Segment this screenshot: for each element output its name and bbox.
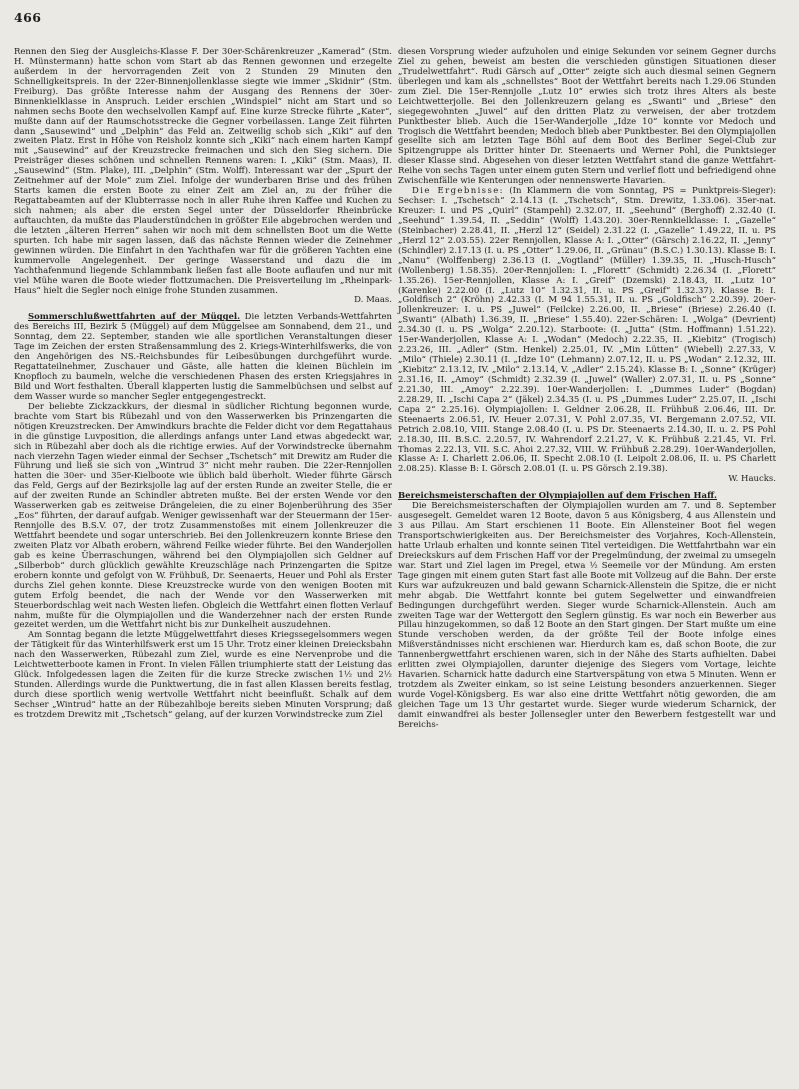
results-label: Die Ergebnisse: [412,186,504,197]
page-number: 466 [14,10,42,25]
article-continuation-paragraph: Rennen den Sieg der Ausgleichs-Klasse F. Der 30er-Schärenkreuzer „Kamerad“ (Stm. H. Münstermann) hatte schon vom Start ab das Rennen gewonnen und erzegelte außerdem in der hervorragenden Zeit von 2 Stunden 29 Minuten den Schnelligkeitspreis. In der 22er-Binnenjollenklasse siegte wie immer „Skidnir“ (Stm. Freiburg). Das größte Interesse nahm der Ausgang des Rennens der 30er-Binnenkielklasse in Anspruch. Leider erschien „Windspiel“ nicht am Start und so nahmen sechs Boote den wechselvollen Kampf auf. Eine kurze Strecke führte „Kater“, mußte dann auf der Raumschotsstrecke die Gegner vorbeilassen. Lange Zeit führten dann „Sausewind“ und „Delphin“ das Feld an. Zeitweilig schob sich „Kiki“ auf den zweiten Platz. Erst in Höhe von Reisholz konnte sich „Kiki“ nach einem harten Kampf mit „Sausewind“ auf der Kreuzstrecke freimachen und sich den Sieg sichern. Die Preisträger dieses schönen und schnellen Rennens waren: I. „Kiki“ (Stm. Maas), II. „Sausewind“ (Stm. Plake), III. „Delphin“ (Stm. Wolff). Interessant war der „Spurt der Zeitnehmer auf der Mole“ zum Ziel. Infolge der wunderbaren Brise und des frühen Starts kamen die ersten Boote zu einer Zeit am Ziel an, zu der früher die Regattabeamten auf der Klubterrasse noch in aller Ruhe ihren Kaffee und Kuchen zu sich nahmen; als aber die ersten Segel unter der Düsseldorfer Rheinbrücke auftauchten, da mußte das Plauderstündchen in größter Eile abgebrochen werden und die letzten „älteren Herren“ sahen wir noch mit dem schnellsten Boot um die Wette spurten. Ich habe mir sagen lassen, daß das nächste Rennen wieder die Zeinehmer gewinnen würden. Die Einfahrt in den Yachthafen war für die größeren Yachten eine kummervolle Angelegenheit. Der geringe Wasserstand und dazu die im Yachthafenmund liegende Schlammbank ließen fast alle Boote auflaufen und nur mit viel Mühe waren die Boote wieder flottzumachen. Die Preisverteilung im „Rheinpark-Haus“ hielt die Segler noch einige frohe Stunden zusammen. [14,47,392,296]
mueggel-continuation-paragraph: diesen Vorsprung wieder aufzuholen und einige Sekunden vor seinem Gegner durchs Ziel zu gehen, beweist am besten die verschieden günstigen Situationen dieser „Trudelwettfahrt“. Rudi Gärsch auf „Otter“ zeigte sich auch diesmal seinen Gegnern überlegen und kam als „schnellstes“ Boot der Wettfahrt bereits nach 1.29.06 Stunden zum Ziel. Die 15er-Rennjolle „Lutz 10“ erwies sich trotz ihres Alters als beste Leichtwetterjolle. Bei den Jollenkreuzern gelang es „Swanti“ und „Briese“ den siegegewohnten „Juwel“ auf den dritten Platz zu verweisen, der aber trotzdem Punktbester blieb. Auch die 15er-Wanderjolle „Idze 10“ konnte vor Medoch und Trogisch die Wettfahrt beenden; Medoch blieb aber Punktbester. Bei den Olympiajollen gesellte sich am letzten Tage Böhl auf dem Boot des Berliner Segel-Club zur Spitzengruppe als Dritter hinter Dr. Steenaerts und Werner Pohl, die Punktsieger dieser Klasse sind. Abgesehen von dieser letzten Wettfahrt stand die ganze Wettfahrt-Reihe von sechs Tagen unter einem guten Stern und verlief flott und befriedigend ohne Zwischenfälle wie Kenterungen oder nennenswerte Havarien. [398,47,776,187]
results-text: (In Klammern die vom Sonntag, PS = Punktpreis-Sieger): Sechser: I. „Tschetsch“ 2.14.13 (I. „Tschetsch“, Stm. Drewitz, 1.33.06). 35er-nat. Kreuzer: I. und PS „Quirl“ (Stampehl) 2.32.07, II. „Seehund“ (Berghoff) 2.32.40 (I. „Seehund“ 1.39.54, II. „Seddin“ (Wolff) 1.43.20). 30er-Rennkielklasse: I. „Gazelle“ (Steinbacher) 2.28.41, II. „Herzl 12“ (Seidel) 2.31.22 (I. „Gazelle“ 1.49.22, II. u. PS „Herzl 12“ 2.03.55). 22er Rennjollen, Klasse A: I. „Otter“ (Gärsch) 2.16.22, II. „Jenny“ (Schindler) 2.17.13 (I. u. PS „Otter“ 1.29.06, II. „Grünau“ (B.S.C.) 1.30.13). Klasse B: I. „Nanu“ (Wolffenberg) 2.36.13 (I. „Vogtland“ (Müller) 1.39.35, II. „Husch-Husch“ (Wollenberg) 1.58.35). 20er-Rennjollen: I. „Florett“ (Schmidt) 2.26.34 (I. „Florett“ 1.35.26). 15er-Rennjollen, Klasse A: I. „Greif“ (Dzemski) 2.18.43, II. „Lutz 10“ (Karenke) 2.22.00 (I. „Lutz 10“ 1.32.31, II. u. PS „Greif“ 1.32.37). Klasse B: I. „Goldfisch 2“ (Kröhn) 2.42.33 (I. M 94 1.55.31, II. u. PS „Goldfisch“ 2.20.39). 20er-Jollenkreuzer: I. u. PS „Juwel“ (Feilcke) 2.26.00, II. „Briese“ (Briese) 2.26.40 (I. „Swanti“ (Albath) 1.36.39, II. „Briese“ 1.55.40). 22er-Schären: I. „Wolga“ (Devrient) 2.34.30 (I. u. PS „Wolga“ 2.20.12). Starboote: (I. „Jutta“ (Stm. Hoffmann) 1.51.22). 15er-Wanderjollen, Klasse A: I. „Wodan“ (Medoch) 2.22.35, II. „Kiebitz“ (Trogisch) 2.23.26, III. „Adler“ (Stm. Henkel) 2.25.01, IV. „Min Lütten“ (Wiebell) 2.27.33, V. „Milo“ (Thiele) 2.30.11 (I. „Idze 10“ (Lehmann) 2.07.12, II. u. PS „Wodan“ 2.12.32, III. „Kiebitz“ 2.13.12, IV. „Milo“ 2.13.14, V. „Adler“ 2.15.24). Klasse B: I. „Sonne“ (Krüger) 2.31.16, II. „Amoy“ (Schmidt) 2.32.39 (I. „Juwel“ (Waller) 2.07.31, II. u. PS „Sonne“ 2.21.30, III. „Amoy“ 2.22.39). 10er-Wanderjollen: I. „Dummes Luder“ (Bogdan) 2.28.29, II. „Ischi Capa 2“ (Jäkel) 2.34.35 (I. u. PS „Dummes Luder“ 2.25.07, II. „Ischi Capa 2“ 2.25.16). Olympiajollen: I. Geldner 2.06.28, II. Frühbuß 2.06.46, III. Dr. Steenaerts 2.06.51, IV. Heuer 2.07.31, V. Pohl 2.07.35, VI. Bergemann 2.07.52, VII. Petrich 2.08.10, VIII. Stange 2.08.40 (I. u. PS Dr. Steenaerts 2.14.30, II. u. 2. PS Pohl 2.18.30, III. B.S.C. 2.20.57, IV. Wahrendorf 2.21.27, V. K. Frühbuß 2.21.45, VI. Frl. Thomas 2.22.13, VII. S.C. Ahoi 2.27.32, VIII. W. Frühbuß 2.28.29). 10er-Wanderjollen, Klasse A: I. Charlett 2.06.06, II. Specht 2.08.10 (I. Leipolt 2.08.06, II. u. PS Charlett 2.08.25). Klasse B: I. Görsch 2.08.01 (I. u. PS Görsch 2.19.38). [398,186,777,475]
olympia-article-paragraph: Die Bereichsmeisterschaften der Olympiajollen wurden am 7. und 8. September ausgesegelt. Gemeldet waren 12 Boote, davon 5 aus Königsberg, 4 aus Allenstein und 3 aus Pillau. Am Start erschienen 11 Boote. Ein Allensteiner Boot fiel wegen Transportschwierigkeiten aus. Der Bereichsmeister des Vorjahres, Koch-Allenstein, hatte Urlaub erhalten und konnte seinen Titel verteidigen. Die Wettfahrtbahn war ein Dreieckskurs auf dem Frischen Haff vor der Pregelmündung, der zweimal zu umsegeln war. Start und Ziel lagen im Pregel, etwa ½ Seemeile vor der Mündung. Am ersten Tage gingen mit einem guten Start fast alle Boote mit Vollzeug auf die Bahn. Der erste Kurs war aufzukreuzen und bald gewann Scharnick-Allenstein die Spitze, die er nicht mehr abgab. Die Wettfahrt konnte bei gutem Segelwetter und einwandfreien Bedingungen durchgeführt werden. Sieger wurde Scharnick-Allenstein. Auch am zweiten Tage war der Wettergott den Seglern günstig. Es war noch ein Bewerber aus Pillau hinzugekommen, so daß 12 Boote an den Start gingen. Der Start mußte um eine Stunde verschoben werden, da der größte Teil der Boote infolge eines Mißverständnisses nicht erschienen war. Hierdurch kam es, daß schon Boote, die zur Tannenbergwettfahrt erschienen waren, sich in der Nähe des Starts aufhielten. Dabei erlitten zwei Olympiajollen, darunter diejenige des Siegers vom Vortage, leichte Havarien. Scharnick hatte dadurch eine Startverspätung von etwa 5 Minuten. Wenn er trotzdem als Zweiter einkam, so ist seine Leistung besonders anzuerkennen. Sieger wurde Vogel-Königsberg. Es war also eine dritte Wettfahrt nötig geworden, die am gleichen Tage um 13 Uhr gestartet wurde. Sieger wurde wiederum Scharnick, der damit einwandfrei als bester Jollensegler unter den Bewerbern festgestellt war und Bereichs- [398,501,776,730]
author-signature: D. Maas. [354,295,392,306]
olympia-article-heading: Bereichsmeisterschaften der Olympiajollen auf dem Frischen Haff. [398,491,718,502]
left-column [14,48,392,721]
mueggel-race-paragraph: Der beliebte Zickzackkurs, der diesmal in südlicher Richtung begonnen wurde, brachte vom Start bis Rübezahl und von den Wasserwerken bis Prinzengarten die nötigen Kreuzstrecken. Der Amwindkurs brachte die Felder dicht vor dem Regattahaus in die günstige Luvposition, die allerdings anfangs unter Land etwas abgedeckt war, sich in Rübezahl aber doch als die richtige erwies. Auf der Vorwindstrecke übernahm nach vierzehn Tagen wieder einmal der Sechser „Tschetsch“ mit Drewitz am Ruder die Führung und ließ sie sich von „Wintrud 3“ nicht mehr rauben. Die 22er-Rennjollen hatten die 30er- und 35er-Kielboote wie üblich bald überholt. Wieder führte Gärsch das Feld, Gergs auf der Bezirksjolle lag auf der ersten Runde an zweiter Stelle, die er auf der zweiten Runde an Schindler abtreten mußte. Bei der ersten Wende vor den Wasserwerken gab es zeitweise Drängeleien, die zu einer Bojenberührung des 35er „Eos“ führten, der darauf aufgab. Weniger gewissenhaft war der Steuermann der 15er-Rennjolle des B.S.V. 07, der trotz Zusammenstoßes mit einem Jollenkreuzer die Wettfahrt beendete und sogar unterschrieb. Bei den Jollenkreuzern konnte Briese den zweiten Platz vor Albath erobern, während Feilke wieder führte. Bei den Wanderjollen gab es keine Überraschungen, während bei den Olympiajollen sich Geldner auf „Silberbob“ durch glücklich gewählte Kreuzschläge nach Prinzengarten die Spitze erobern konnte und gefolgt von W. Frühbuß, Dr. Seenaerts, Heuer und Pohl als Erster durchs Ziel gehen konnte. Diese Kreuzstrecke wurde von den wenigen Booten mit gutem Erfolg beendet, die nach der Wende vor den Wasserwerken mit Steuerbordschlag weit nach Westen liefen. Obgleich die Wettfahrt einen flotten Verlauf nahm, mußte für die Olympiajollen und die Wanderzehner nach der ersten Runde gezeitet werden, um die Wettfahrt nicht bis zur Dunkelheit auszudehnen. [14,401,392,631]
mueggel-article-heading: Sommerschlußwettfahrten auf der Müggel. [28,312,241,323]
mueggel-article-intro: Die letzten Verbands-Wettfahrten des Bereichs III, Bezirk 5 (Müggel) auf dem Müggelsee am Sonnabend, dem 21., und Sonntag, dem 22. September, standen wie alle sportlichen Veranstaltungen dieser Tage im Zeichen der ersten Straßensammlung des 2. Kriegs-Winterhilfswerks, die von den Angehörigen des NS.-Reichsbundes für Leibesübungen durchgeführt wurde. Regattateilnehmer, Zuschauer und Gäste, alle hatten die kleinen Büchlein im Knopfloch zu baumeln, welche die verschiedenen Phasen des ersten Kriegsjahres in Bild und Wort festhalten. Überall klapperten lustig die Sammelbüchsen und selbst auf dem Wasser wurde so mancher Segler entgegengestreckt. [14,312,393,402]
results-paragraph [398,187,776,475]
mueggel-sunday-paragraph: Am Sonntag begann die letzte Müggelwettfahrt dieses Kriegssegelsommers wegen der Tätigkeit für das Winterhilfswerk erst um 15 Uhr. Trotz einer kleinen Dreiecksbahn nach den Wasserwerken, Rübezahl zum Ziel, wurde es eine Nervenprobe und die Leichtwetterboote kamen in Front. In vielen Fällen triumphierte statt der Leistung das Glück. Infolgedessen lagen die Zeiten für die kurze Strecke zwischen 1½ und 2½ Stunden. Allerdings wurde die Punktwertung, die in fast allen Klassen bereits festlag, durch diese sportlich wenig wertvolle Wettfahrt nicht beeinflußt. Schalk auf dem Sechser „Wintrud“ hatte an der Rübezahlboje bereits sieben Minuten Vorsprung; daß es trotzdem Drewitz mit „Tschetsch“ gelang, auf der kurzen Vorwindstrecke zum Ziel [14,630,392,720]
right-column [398,48,776,731]
mueggel-article-paragraph [14,313,392,402]
author-signature: W. Haucks. [728,474,776,485]
